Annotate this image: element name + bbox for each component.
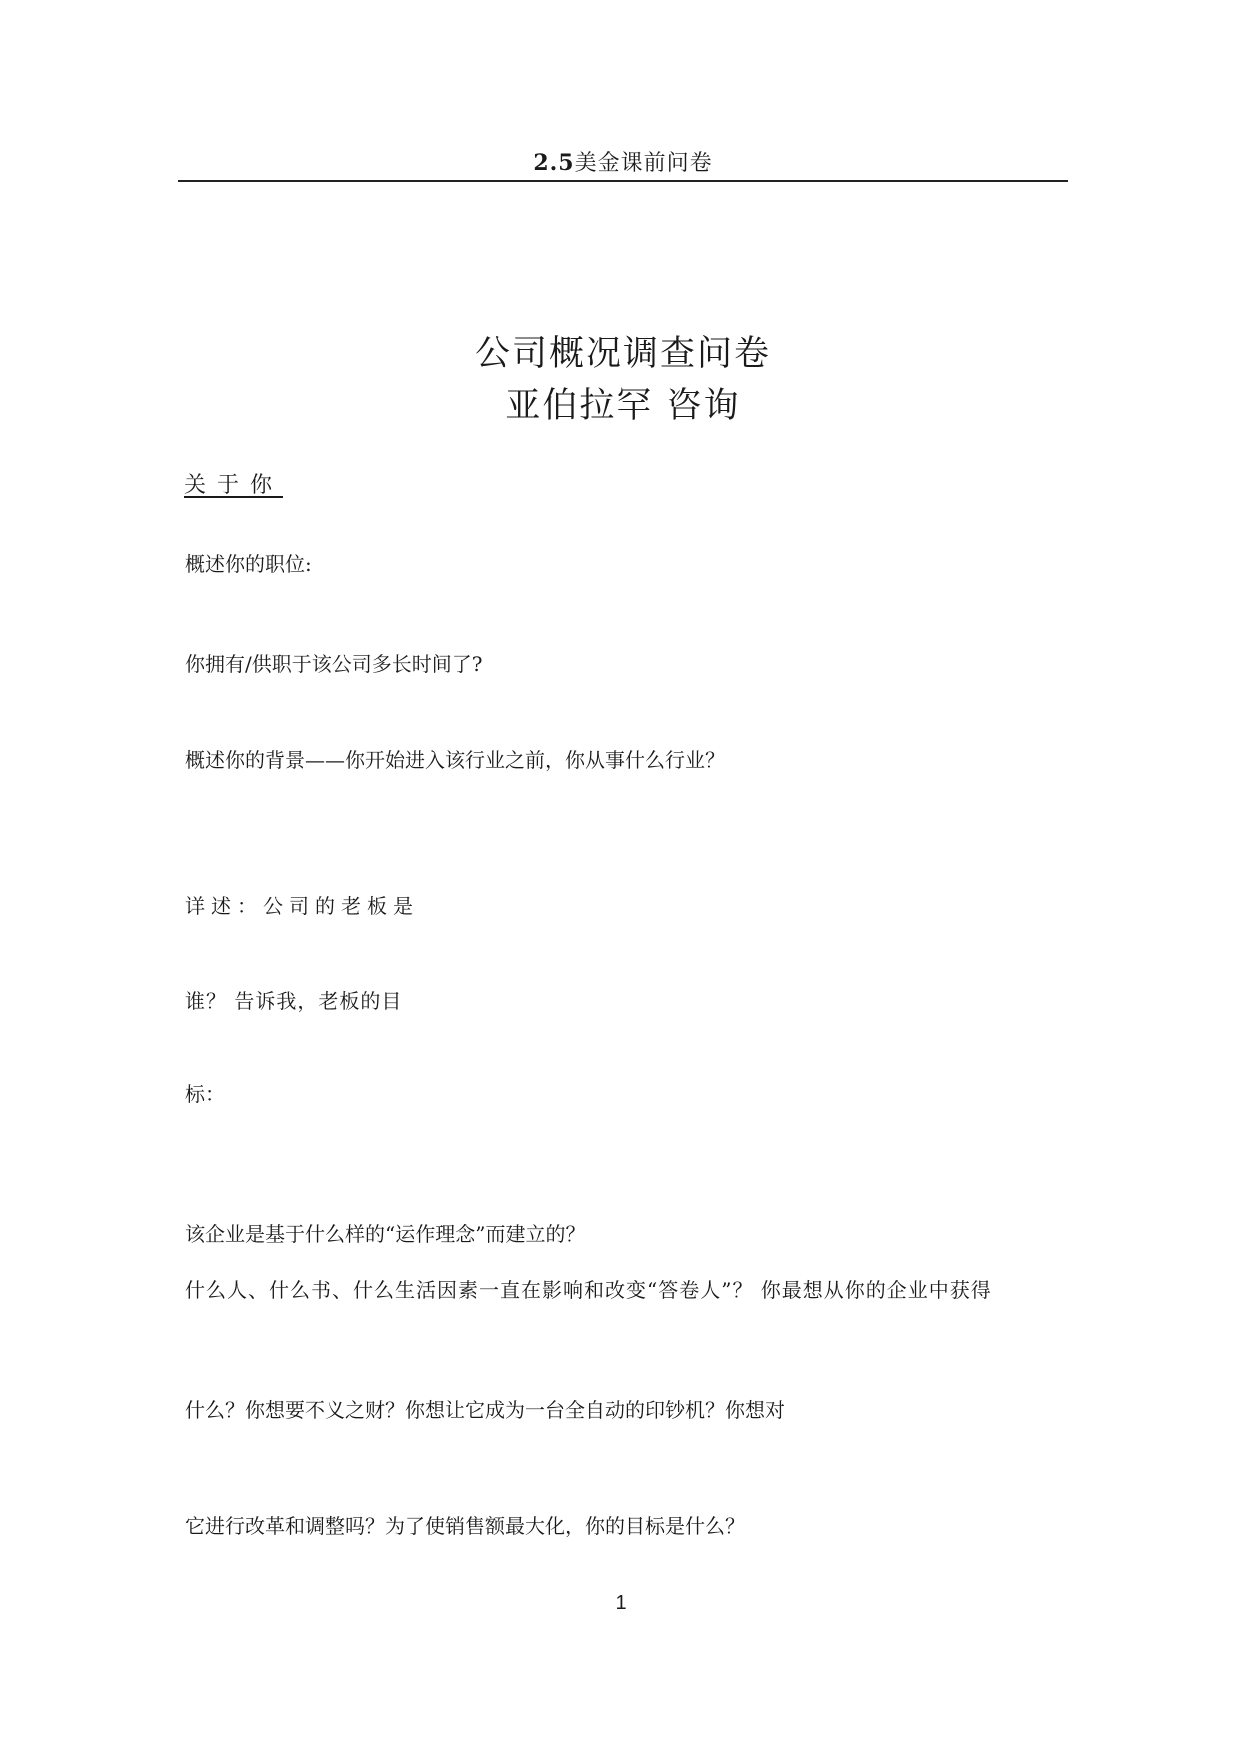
header-title: 美金课前问卷	[574, 151, 713, 176]
document-title: 公司概况调查问卷	[474, 334, 771, 374]
question-owner-line3: 标：	[185, 1082, 225, 1106]
question-background: 概述你的背景——你开始进入该行业之前，你从事什么行业？	[185, 748, 725, 772]
question-owner-line2: 谁？ 告诉我，老板的目	[185, 989, 403, 1013]
page-header	[178, 146, 1068, 177]
header-divider	[178, 180, 1068, 182]
page-number: 1	[615, 1592, 627, 1614]
document-subtitle: 亚伯拉罕 咨询	[505, 386, 741, 426]
question-goals-line2: 什么？你想要不义之财？你想让它成为一台全自动的印钞机？你想对	[185, 1398, 785, 1422]
question-owner-line1: 详述：公司的老板是	[185, 894, 419, 918]
question-position: 概述你的职位:	[185, 552, 312, 576]
section-heading: 关于你	[184, 473, 284, 498]
question-philosophy: 该企业是基于什么样的“运作理念”而建立的？	[185, 1222, 586, 1246]
question-goals-line3: 它进行改革和调整吗？为了使销售额最大化，你的目标是什么？	[185, 1514, 745, 1538]
header-number: 2.5	[533, 150, 575, 176]
question-tenure: 你拥有/供职于该公司多长时间了?	[185, 652, 483, 676]
question-influences: 什么人、什么书、什么生活因素一直在影响和改变“答卷人”？ 你最想从你的企业中获得	[185, 1278, 992, 1302]
